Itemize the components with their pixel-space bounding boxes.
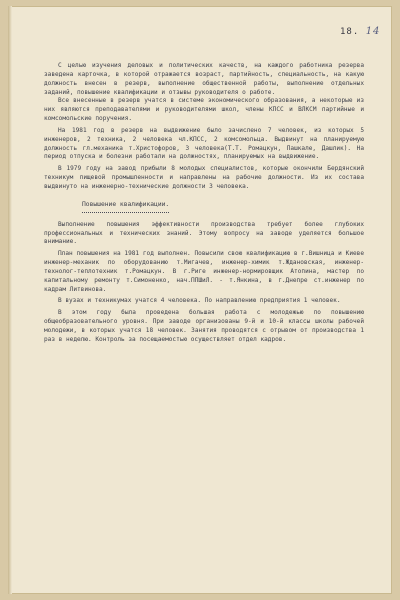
page-number-typed: 18. (340, 27, 360, 37)
paragraph: С целью изучения деловых и политических качеств, на каждого работника резерва заведена карточка, в которой отражается возраст, партийность, специальность, на какую должность внесен в резерв, выполнение общественной работы, выполнение отдельных заданий, повышение квалификации и отзывы руководителя о работе. (44, 62, 364, 96)
paragraph: В 1979 году на завод прибыли 8 молодых специалистов, которые окончили Бердянский техникум пищевой промышленности и направлены на рабочие должности. Из их состава выдвинуто на инженерно-технические должности 3 человека. (44, 165, 364, 190)
section-heading: Повышение квалификации. (82, 201, 169, 213)
page-number (340, 26, 380, 37)
page-number-handwritten: 14 (365, 26, 381, 37)
paragraph: Все внесенные в резерв учатся в системе экономического образования, а некоторые из них являются преподавателями и руководителями школ, члены КПСС и ВЛКСМ партийные и комсомольские поручения. (44, 97, 364, 123)
document-body (44, 62, 364, 345)
document-page (8, 6, 392, 594)
paragraph: План повышения на 1981 год выполнен. Повысили свою квалификацию в г.Вишница и Киеве инженер-механик по оборудованию т.Мигачев, инженер-химик т.Ждановская, инженер-технолог-теплотехник т.Ромацкун. В г.Риге инженер-нормировщик Атопина, мастер по капитальному ремонту т.Симоненко, нач.ППШиЛ. - т.Янкина, в г.Днепре ст.инженер по кадрам Литвинова. (44, 250, 364, 293)
paragraph: Выполнение повышения эффективности производства требует более глубоких профессиональных и технических знаний. Этому вопросу на заводе уделяется большое внимание. (44, 220, 364, 246)
paragraph: В этом году была проведена большая работа с молодежью по повышению общеобразовательного уровня. При заводе организованы 9-й и 10-й классы школы рабочей молодежи, в которых учатся 18 человек. Занятия проводятся с отрывом от производства 1 раз в неделю. Контроль за посещаемостью осуществляет отдел кадров. (44, 309, 364, 343)
paragraph: В вузах и техникумах учатся 4 человека. По направлению предприятия 1 человек. (58, 297, 341, 305)
paragraph: На 1981 год в резерв на выдвижение было зачислено 7 человек, из которых 5 инженеров, 2 техника, 2 человека чл.КПСС, 2 комсомольца. Выдвинут на планируемую должность гл.механика т.Христофоров, 3 человека(Т.Т. Ромацкун, Пашкале, Дашлик). На период отпуска и болезни работали на должностях, планируемых на выдвижение. (44, 126, 364, 161)
